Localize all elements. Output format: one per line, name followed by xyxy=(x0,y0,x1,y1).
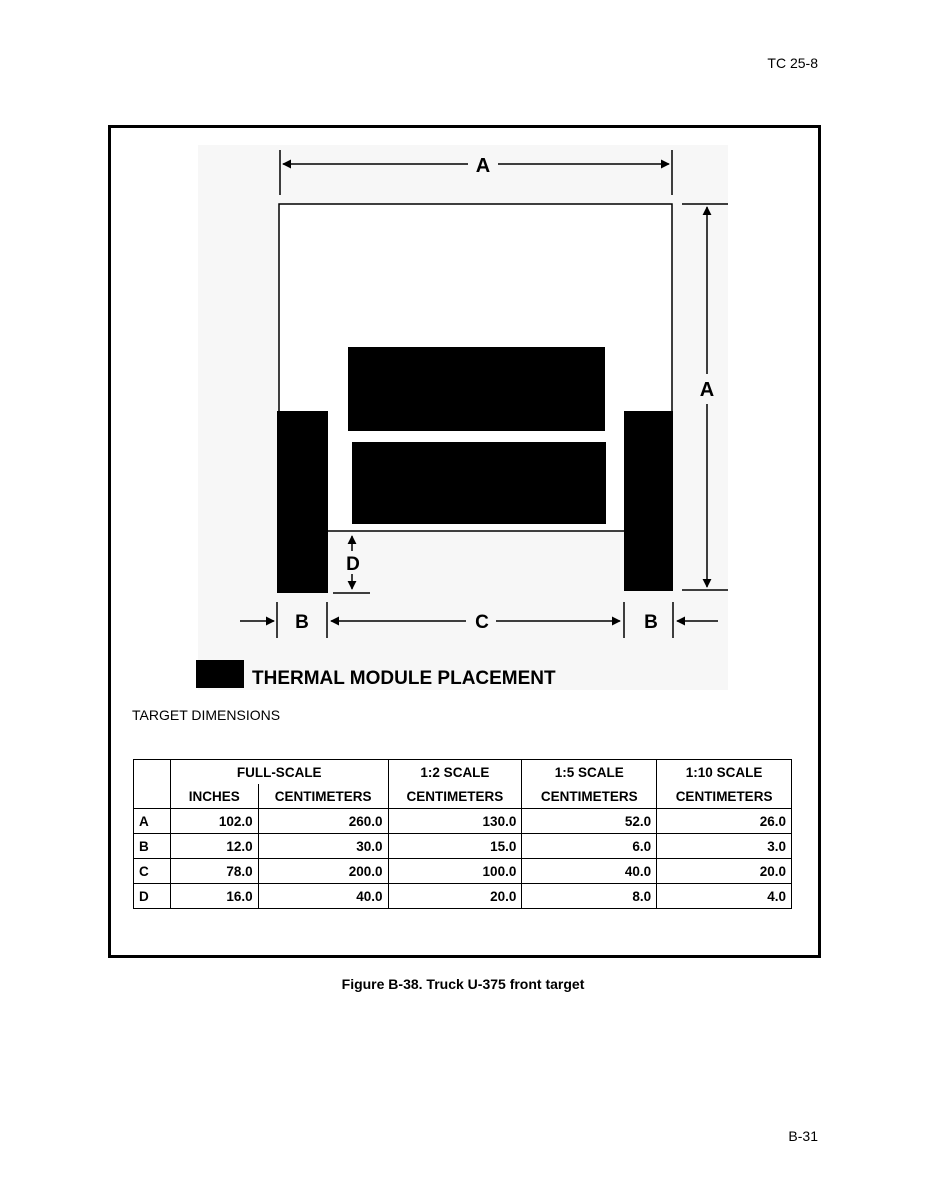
cell-full-cm: 200.0 xyxy=(258,859,388,884)
table-row xyxy=(134,809,792,834)
sub-header-full-centimeters: CENTIMETERS xyxy=(258,784,388,809)
d-label: D xyxy=(346,554,360,575)
cell-inches: 16.0 xyxy=(170,884,258,909)
document-id: TC 25-8 xyxy=(767,55,818,71)
cell-full-cm: 260.0 xyxy=(258,809,388,834)
group-header-fifth-scale: 1:5 SCALE xyxy=(522,760,657,785)
cell-fifth-cm: 40.0 xyxy=(522,859,657,884)
sub-header-tenth-centimeters: CENTIMETERS xyxy=(657,784,792,809)
table-row xyxy=(134,884,792,909)
sub-header-half-centimeters: CENTIMETERS xyxy=(388,784,522,809)
cell-tenth-cm: 20.0 xyxy=(657,859,792,884)
c-label: C xyxy=(475,612,489,633)
target-dimensions-label: TARGET DIMENSIONS xyxy=(132,707,281,723)
sub-header-inches: INCHES xyxy=(170,784,258,809)
cell-full-cm: 30.0 xyxy=(258,834,388,859)
cell-fifth-cm: 6.0 xyxy=(522,834,657,859)
row-label: C xyxy=(134,859,171,884)
legend-swatch xyxy=(196,660,244,688)
cell-tenth-cm: 3.0 xyxy=(657,834,792,859)
page-number: B-31 xyxy=(788,1128,818,1144)
group-header-half-scale: 1:2 SCALE xyxy=(388,760,522,785)
table-row xyxy=(134,834,792,859)
cell-half-cm: 100.0 xyxy=(388,859,522,884)
cell-inches: 78.0 xyxy=(170,859,258,884)
thermal-module-left-wheel xyxy=(277,411,328,593)
a-right-label: A xyxy=(699,379,715,401)
cell-half-cm: 130.0 xyxy=(388,809,522,834)
thermal-module-lower xyxy=(352,442,606,524)
thermal-module-right-wheel xyxy=(624,411,673,591)
cell-inches: 102.0 xyxy=(170,809,258,834)
b-left-label: B xyxy=(295,612,309,633)
b-right-label: B xyxy=(644,612,658,633)
table-sub-header-row xyxy=(134,784,792,809)
figure-caption: Figure B-38. Truck U-375 front target xyxy=(341,976,585,992)
cell-half-cm: 20.0 xyxy=(388,884,522,909)
cell-inches: 12.0 xyxy=(170,834,258,859)
cell-half-cm: 15.0 xyxy=(388,834,522,859)
sub-header-fifth-centimeters: CENTIMETERS xyxy=(522,784,657,809)
cell-full-cm: 40.0 xyxy=(258,884,388,909)
thermal-module-upper xyxy=(348,347,605,431)
row-label: D xyxy=(134,884,171,909)
row-label: A xyxy=(134,809,171,834)
group-header-full-scale: FULL-SCALE xyxy=(170,760,388,785)
legend-text: THERMAL MODULE PLACEMENT xyxy=(252,668,556,689)
a-top-label: A xyxy=(475,155,491,177)
cell-tenth-cm: 26.0 xyxy=(657,809,792,834)
cell-tenth-cm: 4.0 xyxy=(657,884,792,909)
table-corner-cell xyxy=(134,760,171,809)
row-label: B xyxy=(134,834,171,859)
cell-fifth-cm: 8.0 xyxy=(522,884,657,909)
cell-fifth-cm: 52.0 xyxy=(522,809,657,834)
group-header-tenth-scale: 1:10 SCALE xyxy=(657,760,792,785)
table-group-header-row xyxy=(134,760,792,785)
dimensions-table xyxy=(133,759,792,909)
table-row xyxy=(134,859,792,884)
